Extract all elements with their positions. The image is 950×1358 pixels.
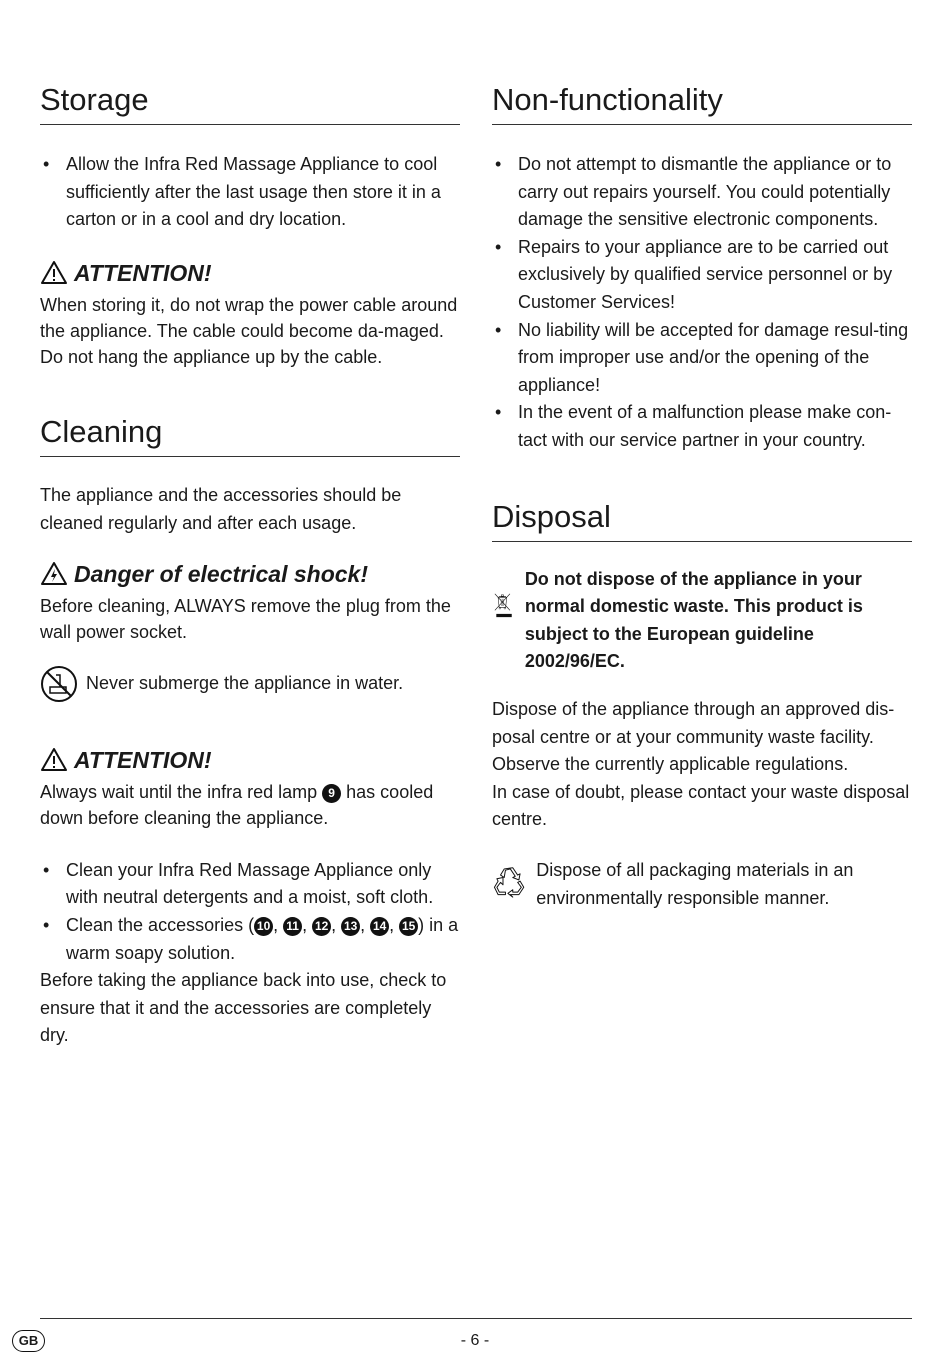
shock-label: Danger of electrical shock! (74, 560, 368, 587)
attention-text-end: has cooled down before cleaning the appliance. (40, 781, 434, 828)
disposal-paragraph: In case of doubt, please contact your waste disposal centre. (492, 781, 910, 830)
submerge-row (40, 665, 460, 703)
submerge-text: Never submerge the appliance in water. (86, 673, 404, 694)
recycle-text: Dispose of all packaging materials in an environmentally responsible manner. (536, 859, 854, 908)
storage-section (40, 80, 460, 370)
accessories-text-end: ) in a warm soapy solution. (66, 914, 459, 963)
shock-warning-heading (40, 559, 460, 589)
page-number: - 6 - (460, 1332, 490, 1349)
nonfunctionality-list (492, 151, 912, 455)
list-item: • Clean the accessories ( 10 , 11 , 12 , 13 , 14 , 15 ) in a warm soapy solution. (40, 912, 460, 967)
footer-divider (40, 1318, 912, 1319)
accessories-text-start: Clean the accessories ( (66, 914, 255, 935)
cleaning-attention-heading (40, 745, 460, 775)
list-item: • Do not attempt to dismantle the appliance or to carry out repairs yourself. You could potentially damage the sensitive electronic components. (492, 151, 912, 234)
attention-text-start: Always wait until the infra red lamp (40, 781, 318, 802)
accessory-reference-badge: 13 (341, 917, 360, 936)
attention-label: ATTENTION! (74, 259, 212, 286)
shock-text: Before cleaning, ALWAYS remove the plug from the wall power socket. (40, 595, 451, 642)
storage-list (40, 151, 460, 234)
list-item: • Allow the Infra Red Massage Appliance to cool sufficiently after the last usage then store it in a carton or in a cool and dry location. (40, 151, 460, 234)
list-item: • No liability will be accepted for damage resul-ting from improper use and/or the opening of the appliance! (492, 317, 912, 400)
warning-triangle-icon (40, 747, 68, 772)
disposal-section (492, 497, 912, 912)
attention-label: ATTENTION! (74, 746, 212, 773)
disposal-paragraph: Dispose of the appliance through an approved dis-posal centre or at your community waste facility. Observe the currently applicable regulations. (492, 698, 895, 775)
accessory-reference-badge: 11 (283, 917, 302, 936)
accessory-reference-badge: 14 (370, 917, 389, 936)
electric-shock-warning-icon (40, 561, 68, 586)
language-badge: GB (12, 1330, 45, 1352)
nonfunctionality-section (492, 80, 912, 455)
list-item: • In the event of a malfunction please make con-tact with our service partner in your country. (492, 399, 912, 454)
cleaning-list (40, 857, 460, 967)
left-column (40, 80, 460, 1050)
recycling-icon (492, 856, 526, 910)
cleaning-attention-text (40, 779, 460, 831)
accessory-reference-badge: 12 (312, 917, 331, 936)
cleaning-section (40, 412, 460, 1050)
right-column (492, 80, 912, 912)
list-item: • Clean your Infra Red Massage Appliance only with neutral detergents and a moist, soft cloth. (40, 857, 460, 912)
no-submerge-icon (40, 665, 78, 703)
nonfunctionality-heading: Non-functionality (492, 80, 912, 125)
disposal-heading: Disposal (492, 497, 912, 542)
cleaning-closing: Before taking the appliance back into use, check to ensure that it and the accessories are completely dry. (40, 970, 447, 1046)
storage-attention-text: When storing it, do not wrap the power cable around the appliance. The cable could become da-maged. Do not hang the appliance up by the cable. (40, 294, 458, 367)
cleaning-heading: Cleaning (40, 412, 460, 457)
cleaning-intro: The appliance and the accessories should be cleaned regularly and after each usage. (40, 484, 402, 533)
accessory-reference-badge: 15 (399, 917, 418, 936)
crossed-out-bin-icon (492, 566, 513, 646)
lamp-reference-badge: 9 (322, 784, 341, 803)
storage-heading: Storage (40, 80, 460, 125)
accessory-reference-badge: 10 (254, 917, 273, 936)
list-item: • Repairs to your appliance are to be carried out exclusively by qualified service personnel or by Customer Services! (492, 234, 912, 317)
weee-text: Do not dispose of the appliance in your normal domestic waste. This product is subject to the European guideline 2002/96/EC. (524, 568, 863, 672)
weee-notice (492, 566, 912, 676)
warning-triangle-icon (40, 260, 68, 285)
storage-attention-heading (40, 258, 460, 288)
recycle-notice (492, 856, 912, 912)
